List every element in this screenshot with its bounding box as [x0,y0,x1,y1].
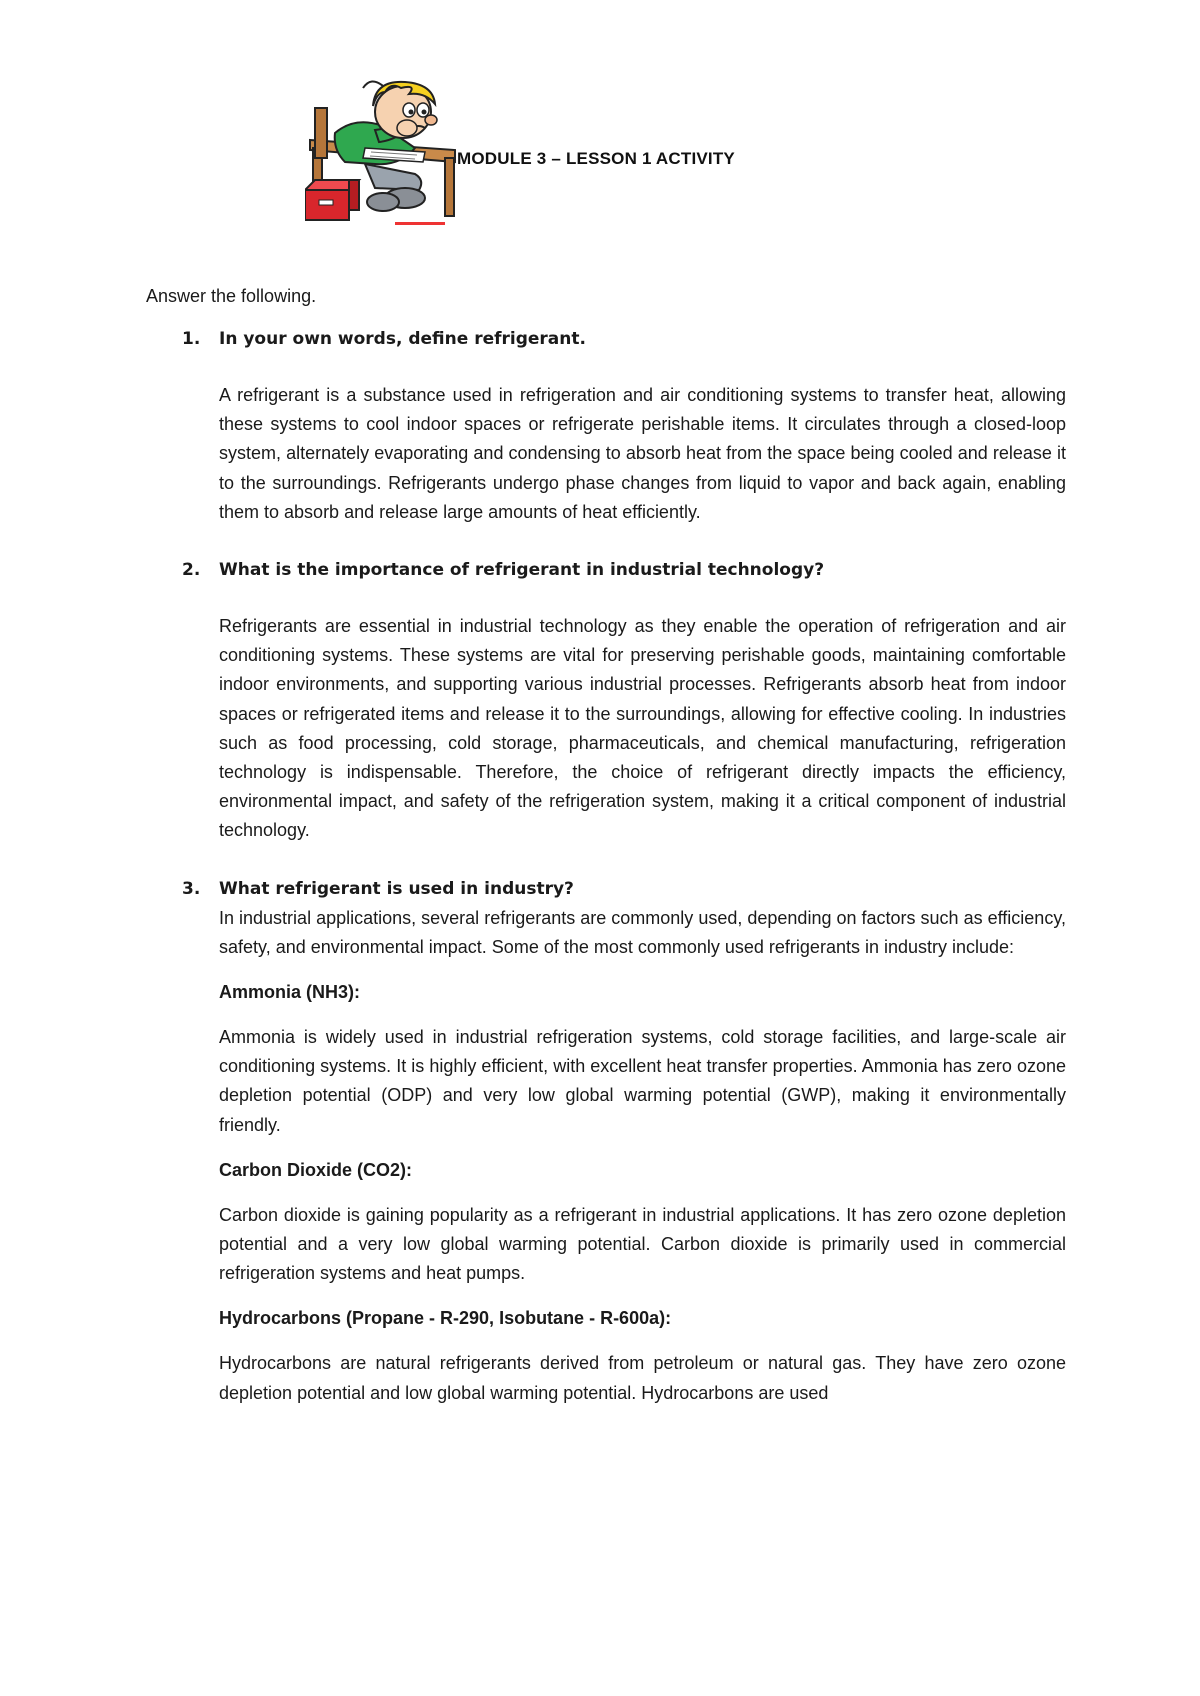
answer-paragraph: Refrigerants are essential in industrial technology as they enable the operation of refrigeration and air conditioning systems. These systems are vital for preserving perishable goods, maintaining comfortable indoor environments, and supporting various industrial processes. Refrigerants absorb heat from indoor spaces or refrigerated items and release it to the surroundings, allowing for effective cooling. In industries such as food processing, cold storage, pharmaceuticals, and chemical manufacturing, refrigeration technology is indispensable. Therefore, the choice of refrigerant directly impacts the efficiency, environmental impact, and safety of the refrigeration system, making it a critical component of industrial technology. [219,616,1066,841]
question-number: 2. [182,560,201,581]
module-title: MODULE 3 – LESSON 1 ACTIVITY [457,149,735,168]
question-1 [146,325,1066,527]
question-3 [146,875,1066,1408]
document-header [305,78,785,248]
question-title: In your own words, define refrigerant. [219,329,586,349]
question-number: 1. [182,329,201,349]
question-number: 3. [182,878,201,899]
refrigerant-heading-hydrocarbons: Hydrocarbons (Propane - R-290, Isobutane - R-600a): [219,1308,672,1329]
refrigerant-description-hydrocarbons: Hydrocarbons are natural refrigerants derived from petroleum or natural gas. They have zero ozone depletion potential and low global warming potential. Hydrocarbons are used [219,1353,1066,1403]
question-title: What is the importance of refrigerant in industrial technology? [219,560,825,581]
refrigerant-description-carbon-dioxide: Carbon dioxide is gaining popularity as a refrigerant in industrial applications. It has zero ozone depletion potential and a very low global warming potential. Carbon dioxide is primarily used in commercial refrigeration systems and heat pumps. [219,1204,1066,1284]
instructions: Answer the following. [146,286,317,306]
refrigerant-heading-ammonia: Ammonia (NH3): [219,982,361,1003]
refrigerant-description-ammonia: Ammonia is widely used in industrial refrigeration systems, cold storage facilities, and large-scale air conditioning systems. It is highly efficient, with excellent heat transfer properties. Ammonia has zero ozone depletion potential (ODP) and very low global warming potential (GWP), making it environmentally friendly. [219,1027,1066,1135]
refrigerant-heading-carbon-dioxide: Carbon Dioxide (CO2): [219,1159,413,1180]
answer-lead-paragraph: In industrial applications, several refrigerants are commonly used, depending on factors such as efficiency, safety, and environmental impact. Some of the most commonly used refrigerants in industry include: [219,907,1066,957]
document-body [146,282,1066,1408]
answer-paragraph: A refrigerant is a substance used in refrigeration and air conditioning systems to transfer heat, allowing these systems to cool indoor spaces or refrigerate perishable items. It circulates through a closed-loop system, alternately evaporating and condensing to absorb heat from the space being cooled and release it to the surroundings. Refrigerants undergo phase changes from liquid to vapor and back again, enabling them to absorb and release large amounts of heat efficiently. [219,385,1066,522]
question-title: What refrigerant is used in industry? [219,878,574,899]
question-2 [146,556,1066,846]
